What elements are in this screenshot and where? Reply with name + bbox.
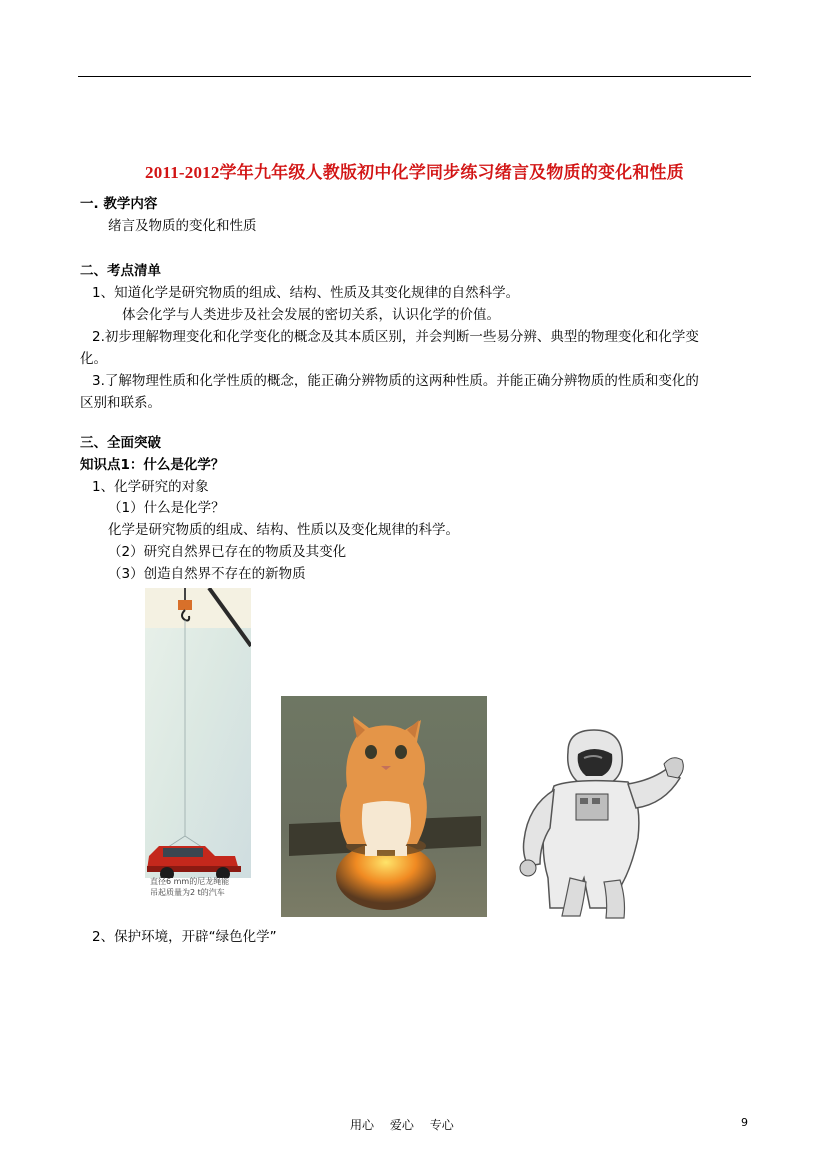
footer-word: 爱心 [389, 1118, 414, 1132]
list-item: 化学是研究物质的组成、结构、性质以及变化规律的科学。 [108, 522, 459, 538]
list-item: （1）什么是化学？ [108, 500, 225, 516]
list-item: 3.了解物理性质和化学性质的概念，能正确分辨物质的这两种性质。并能正确分辨物质的性质和变化的 [92, 373, 699, 389]
kitten-image [281, 696, 487, 917]
document-title: 2011-2012学年九年级人教版初中化学同步练习绪言及物质的变化和性质 [145, 163, 684, 182]
section-3-heading: 三、全面突破 [80, 435, 161, 451]
list-item: 2.初步理解物理变化和化学变化的概念及其本质区别，并会判断一些易分辨、典型的物理变化和化学变 [92, 329, 699, 345]
page-footer [350, 1116, 466, 1133]
image-caption: 直径6 mm的尼龙绳能 [150, 877, 230, 886]
astronaut-image [508, 728, 688, 920]
list-item: 区别和联系。 [80, 395, 161, 411]
section-2-heading: 二、考点清单 [80, 263, 161, 279]
section-1-heading: 一. 教学内容 [80, 196, 158, 212]
footer-word: 用心 [350, 1118, 375, 1132]
footer-word: 专心 [429, 1118, 454, 1132]
list-item: （3）创造自然界不存在的新物质 [108, 566, 306, 582]
list-item: 2、保护环境，开辟“绿色化学” [92, 929, 277, 945]
section-1-body: 绪言及物质的变化和性质 [108, 218, 257, 234]
crane-car-image [145, 588, 251, 890]
list-item: 1、知道化学是研究物质的组成、结构、性质及其变化规律的自然科学。 [92, 285, 520, 301]
image-caption: 吊起质量为2 t的汽车 [150, 888, 225, 897]
header-rule [78, 76, 751, 77]
page-number: 9 [741, 1116, 748, 1129]
list-item: 1、化学研究的对象 [92, 479, 209, 495]
list-item: 化。 [80, 351, 107, 367]
knowledge-point-heading: 知识点1：什么是化学？ [80, 457, 225, 473]
list-item: 体会化学与人类进步及社会发展的密切关系，认识化学的价值。 [122, 307, 500, 323]
list-item: （2）研究自然界已存在的物质及其变化 [108, 544, 347, 560]
